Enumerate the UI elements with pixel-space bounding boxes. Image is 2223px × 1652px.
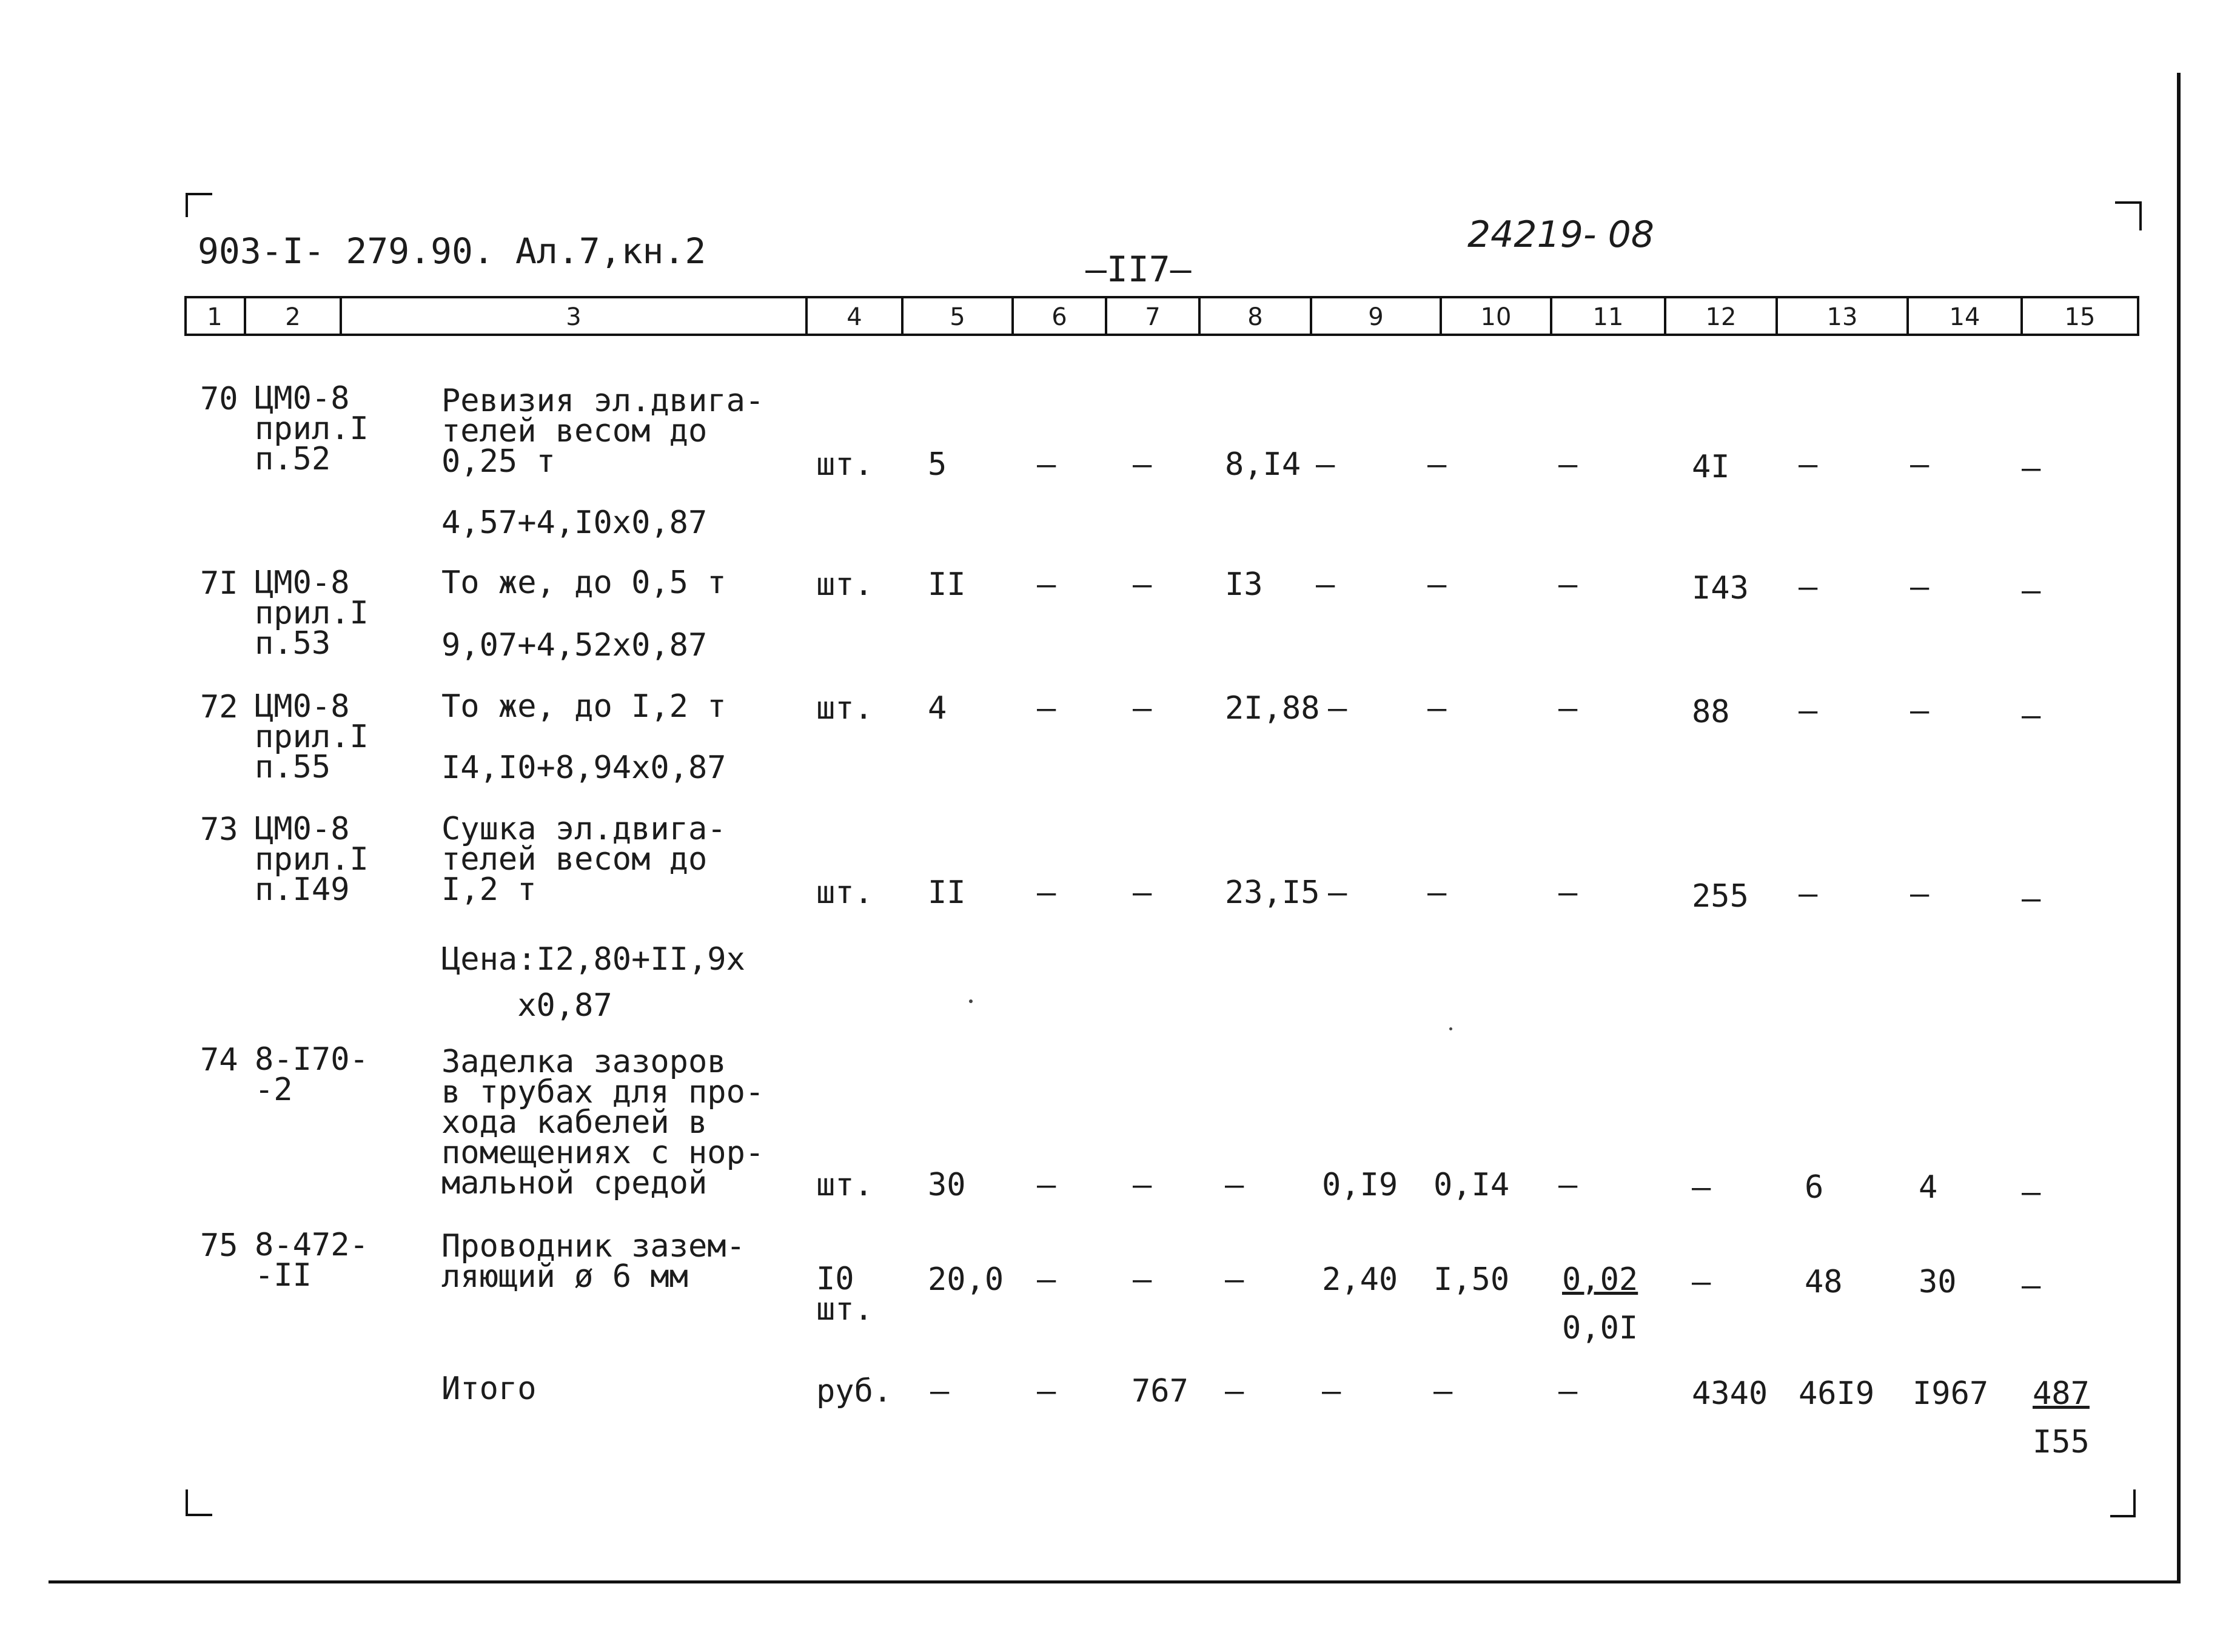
cell-col14: 4	[1919, 1169, 1938, 1206]
total-col12: 4340	[1692, 1375, 1768, 1412]
column-number: 4	[847, 303, 862, 331]
column-number: 6	[1051, 303, 1067, 331]
cell-col13: –	[1799, 446, 1818, 483]
column-number: 13	[1826, 303, 1858, 331]
cell-col8: –	[1225, 1261, 1244, 1298]
cell-col12: –	[1692, 1264, 1711, 1300]
cell-col12: 255	[1692, 878, 1749, 915]
total-col6: –	[1037, 1373, 1056, 1409]
cell-col14: –	[1910, 693, 1930, 729]
corner-mark-bottom-right	[2110, 1515, 2136, 1517]
cell-col7: –	[1133, 875, 1152, 911]
cell-col5: II	[928, 566, 966, 603]
corner-mark-top-right	[2115, 201, 2142, 204]
total-col9: –	[1322, 1373, 1341, 1409]
total-col11: –	[1558, 1373, 1578, 1409]
cell-col13: –	[1799, 569, 1818, 605]
row-unit: шт.	[816, 566, 873, 603]
row-description: То же, до 0,5 т	[441, 565, 726, 601]
column-number: 3	[566, 303, 582, 331]
cell-col5: 30	[928, 1167, 966, 1203]
stray-mark	[1449, 1027, 1452, 1030]
cell-col5: II	[928, 875, 966, 911]
corner-mark-top-left	[186, 193, 212, 195]
cell-col7: –	[1133, 446, 1152, 483]
cell-col11: –	[1558, 690, 1578, 727]
cell-col10: –	[1427, 690, 1447, 727]
cell-col7: –	[1133, 1167, 1152, 1203]
column-number: 9	[1368, 303, 1384, 331]
cell-col5: 20,0	[928, 1261, 1004, 1298]
row-number: 7I	[200, 565, 238, 602]
cell-col13: 6	[1805, 1169, 1824, 1206]
cell-col11-sub: 0,0I	[1562, 1310, 1638, 1346]
cell-col11: –	[1558, 446, 1578, 483]
total-col15: 487	[2033, 1375, 2090, 1412]
cell-col8: –	[1225, 1167, 1244, 1203]
cell-col14: 30	[1919, 1264, 1957, 1300]
column-number: 10	[1480, 303, 1512, 331]
total-col13: 46I9	[1799, 1375, 1875, 1412]
cell-col15: –	[2022, 450, 2041, 486]
corner-mark-bottom-right	[2133, 1489, 2136, 1517]
cell-col15: –	[2022, 572, 2041, 609]
row-code: ЦМ0-8 прил.I п.55	[255, 688, 369, 785]
row-unit: шт.	[816, 446, 873, 483]
column-number: 14	[1949, 303, 1980, 331]
total-unit: руб.	[816, 1373, 893, 1409]
cell-col9: 0,I9	[1322, 1167, 1398, 1203]
cell-col11: –	[1558, 566, 1578, 603]
column-number: 2	[285, 303, 301, 331]
cell-col12: –	[1692, 1169, 1711, 1206]
cell-col8: 2I,88	[1225, 690, 1320, 727]
row-number: 73	[200, 811, 238, 848]
cell-col10: –	[1427, 446, 1447, 483]
cell-col15: –	[2022, 1268, 2041, 1304]
cell-col14: –	[1910, 446, 1930, 483]
row-unit: шт.	[816, 875, 873, 911]
corner-mark-bottom-left	[186, 1514, 212, 1516]
row-code: 8-472- -II	[255, 1227, 369, 1294]
album-reference: Ал.7,кн.2	[515, 230, 706, 272]
stray-mark	[969, 999, 973, 1003]
cell-col5: 5	[928, 446, 947, 483]
cell-col6: –	[1037, 566, 1056, 603]
row-unit: шт.	[816, 690, 873, 727]
column-number: 5	[950, 303, 965, 331]
row-description: Заделка зазоров в трубах для про- хода кабелей в помещениях с нор- мальной средой	[441, 1044, 765, 1201]
column-number: 15	[2064, 303, 2096, 331]
corner-mark-top-right	[2139, 201, 2142, 230]
row-unit: I0 шт.	[816, 1261, 873, 1328]
cell-col7: –	[1133, 566, 1152, 603]
row-description: Ревизия эл.двига- телей весом до 0,25 т	[441, 383, 765, 480]
cell-col14: –	[1910, 876, 1930, 912]
page-number: —II7—	[1085, 249, 1192, 290]
row-code: ЦМ0-8 прил.I п.53	[255, 565, 369, 662]
cell-col9: –	[1316, 446, 1335, 483]
row-code: ЦМ0-8 прил.I п.52	[255, 380, 369, 477]
row-formula: 4,57+4,I0x0,87	[441, 505, 708, 541]
column-number: 12	[1705, 303, 1737, 331]
cell-col9: –	[1316, 566, 1335, 603]
cell-col9: –	[1328, 690, 1347, 727]
document-code: 903-I- 279.90.	[198, 230, 494, 272]
cell-col8: 8,I4	[1225, 446, 1301, 483]
cell-col10: 0,I4	[1433, 1167, 1510, 1203]
column-number: 11	[1592, 303, 1624, 331]
cell-col6: –	[1037, 875, 1056, 911]
row-formula: 9,07+4,52x0,87	[441, 627, 708, 663]
cell-col10: –	[1427, 875, 1447, 911]
cell-col12: 88	[1692, 694, 1730, 730]
row-code: 8-I70- -2	[255, 1041, 369, 1108]
total-label: Итого	[441, 1371, 537, 1407]
handwritten-number: 24219- 08	[1467, 213, 1654, 256]
cell-col9: 2,40	[1322, 1261, 1398, 1298]
cell-col13: –	[1799, 693, 1818, 729]
row-formula: I4,I0+8,94x0,87	[441, 750, 726, 786]
cell-col6: –	[1037, 446, 1056, 483]
cell-col11: –	[1558, 1167, 1578, 1203]
total-col8: –	[1225, 1373, 1244, 1409]
cell-col8: I3	[1225, 566, 1263, 603]
cell-col10: –	[1427, 566, 1447, 603]
cell-col12: I43	[1692, 570, 1749, 606]
cell-col5: 4	[928, 690, 947, 727]
row-unit: шт.	[816, 1167, 873, 1203]
page-frame-right	[2177, 73, 2181, 1583]
row-description: Сушка эл.двига- телей весом до I,2 т	[441, 811, 726, 908]
cell-col13: –	[1799, 876, 1818, 912]
row-number: 72	[200, 689, 238, 725]
page-frame-bottom	[49, 1580, 2181, 1583]
cell-col12: 4I	[1692, 449, 1730, 485]
cell-col15: –	[2022, 697, 2041, 734]
cell-col7: –	[1133, 690, 1152, 727]
total-col10: –	[1433, 1373, 1453, 1409]
corner-mark-bottom-left	[186, 1489, 188, 1516]
cell-col10: I,50	[1433, 1261, 1510, 1298]
row-code: ЦМ0-8 прил.I п.I49	[255, 811, 369, 908]
cell-col8: 23,I5	[1225, 875, 1320, 911]
cell-col6: –	[1037, 1261, 1056, 1298]
cell-col6: –	[1037, 1167, 1056, 1203]
row-number: 70	[200, 381, 238, 417]
cell-col9: –	[1328, 875, 1347, 911]
column-number: 8	[1247, 303, 1263, 331]
cell-col15: –	[2022, 881, 2041, 917]
cell-col11: –	[1558, 875, 1578, 911]
cell-col7: –	[1133, 1261, 1152, 1298]
column-number: 1	[207, 303, 223, 331]
cell-col11: 0,02	[1562, 1261, 1638, 1298]
row-description: То же, до I,2 т	[441, 688, 726, 725]
row-number: 74	[200, 1042, 238, 1078]
total-col14: I967	[1913, 1375, 1989, 1412]
row-number: 75	[200, 1227, 238, 1264]
row-description: Проводник зазем- ляющий ø 6 мм	[441, 1228, 745, 1295]
total-col7: 767	[1132, 1373, 1189, 1409]
corner-mark-top-left	[186, 193, 188, 217]
cell-col13: 48	[1805, 1264, 1843, 1300]
column-number: 7	[1145, 303, 1161, 331]
total-col5: –	[930, 1373, 950, 1409]
total-col15-sub: I55	[2033, 1424, 2090, 1460]
cell-col14: –	[1910, 569, 1930, 605]
cell-col6: –	[1037, 690, 1056, 727]
cell-col15: –	[2022, 1174, 2041, 1210]
row-formula: Цена:I2,80+II,9x x0,87	[441, 941, 745, 1024]
